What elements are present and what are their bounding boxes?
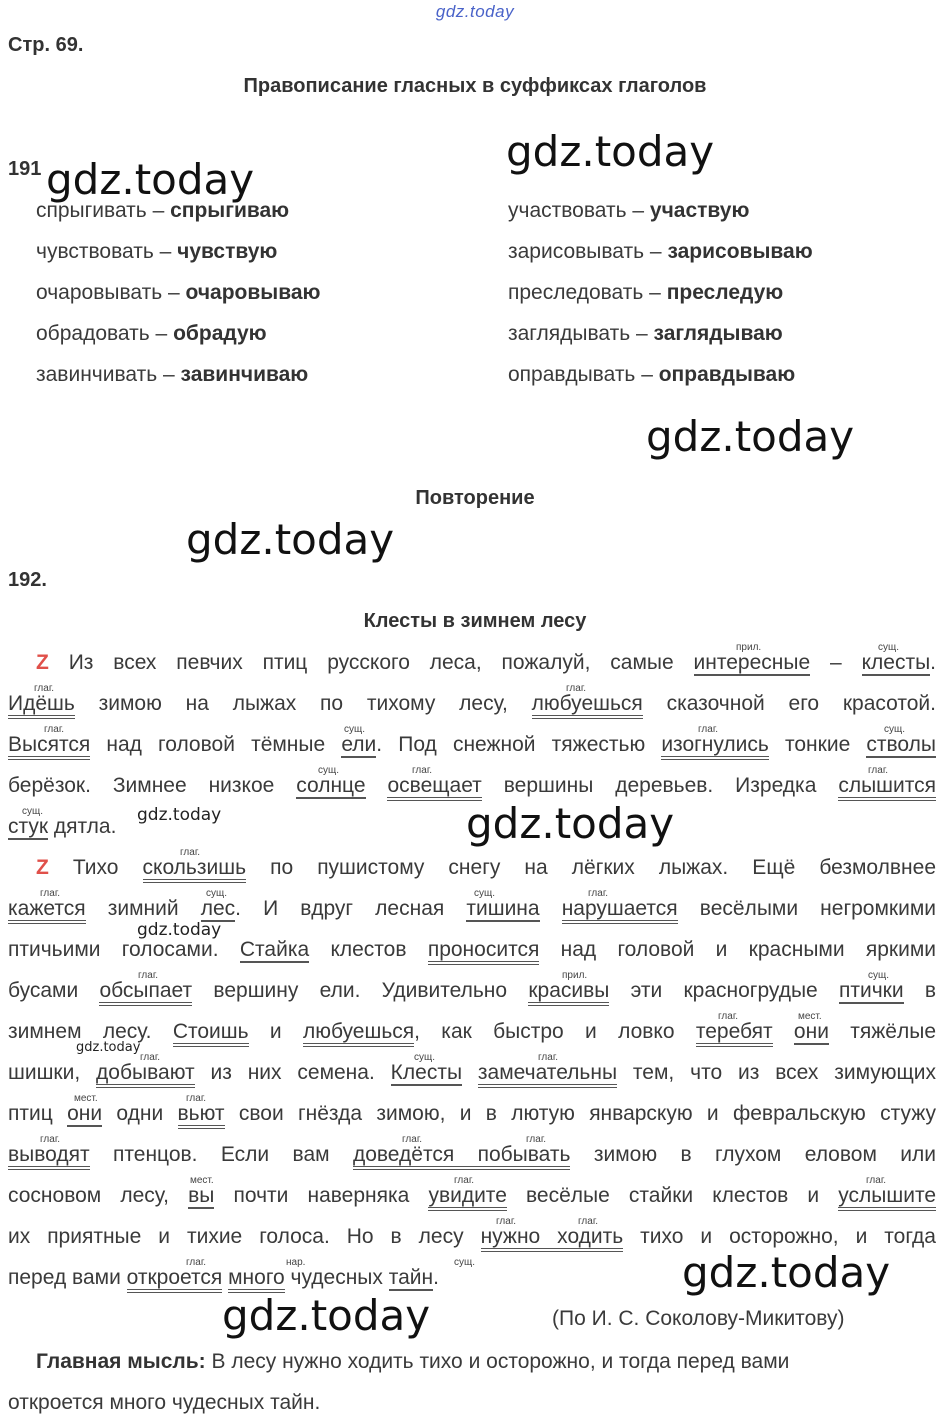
header-watermark: gdz.today bbox=[435, 2, 515, 21]
pos-tag: глаг. bbox=[44, 724, 65, 735]
watermark: gdz.today bbox=[646, 412, 855, 461]
pos-tag: глаг. bbox=[578, 1216, 599, 1227]
pos-tag: сущ. bbox=[344, 724, 366, 735]
pos-tag: глаг. bbox=[588, 888, 609, 899]
text-line: шишки, добывают из них семена. Клесты замечательны тем, что из всех зимующих bbox=[8, 1052, 936, 1093]
pos-tag: глаг. bbox=[866, 1175, 887, 1186]
word-pair: очаровывать – очаровываю bbox=[36, 281, 321, 304]
text-line: зимнем лесу. Стоишь и любуешься, как быстро и ловко теребят они тяжёлые bbox=[8, 1011, 936, 1052]
text-line: кажется зимний лес. И вдруг лесная тишина нарушается весёлыми негромкими bbox=[8, 888, 936, 929]
watermark: gdz.today bbox=[222, 1291, 431, 1340]
pos-tag: глаг. bbox=[698, 724, 719, 735]
pos-tag: глаг. bbox=[138, 970, 159, 981]
watermark: gdz.today bbox=[186, 515, 395, 564]
pos-tag: глаг. bbox=[496, 1216, 517, 1227]
pos-tag: сущ. bbox=[454, 1257, 476, 1268]
pos-tag: сущ. bbox=[868, 970, 890, 981]
text-line: Высятся над головой тёмные ели. Под снежной тяжестью изогнулись тонкие стволы bbox=[8, 724, 936, 765]
watermark: gdz.today bbox=[682, 1248, 891, 1297]
watermark-small: gdz.today bbox=[137, 805, 222, 825]
pos-tag: сущ. bbox=[318, 765, 340, 776]
section-title: Правописание гласных в суффиксах глаголов bbox=[243, 75, 707, 97]
pos-tag: глаг. bbox=[566, 683, 587, 694]
pos-tag: глаг. bbox=[40, 1134, 61, 1145]
word-pair: участвовать – участвую bbox=[508, 199, 750, 222]
watermark: gdz.today bbox=[466, 799, 675, 848]
pos-tag: глаг. bbox=[718, 1011, 739, 1022]
word-pair: чувствовать – чувствую bbox=[36, 240, 278, 263]
word-pair: обрадовать – обрадую bbox=[36, 322, 267, 345]
word-pair: оправдывать – оправдываю bbox=[508, 363, 796, 386]
pos-tag: прил. bbox=[736, 642, 762, 653]
pos-tag: глаг. bbox=[526, 1134, 547, 1145]
text-line: стук дятла. bbox=[8, 815, 117, 838]
pos-tag: сущ. bbox=[878, 642, 900, 653]
word-pair: спрыгивать – спрыгиваю bbox=[36, 199, 290, 222]
pos-tag: глаг. bbox=[454, 1175, 475, 1186]
pos-tag: сущ. bbox=[474, 888, 496, 899]
word-pair: зарисовывать – зарисовываю bbox=[508, 240, 813, 263]
pos-tag: мест. bbox=[74, 1093, 98, 1104]
text-line: бусами обсыпает вершину ели. Удивительно красивы эти красногрудые птички в bbox=[8, 970, 936, 1011]
pos-tag: глаг. bbox=[186, 1257, 207, 1268]
text-line: Z Из всех певчих птиц русского леса, пожалуй, самые интересные – клесты. bbox=[36, 651, 937, 674]
word-pair: завинчивать – завинчиваю bbox=[36, 363, 309, 386]
pos-tag: прил. bbox=[562, 970, 588, 981]
text-line: птиц они одни вьют свои гнёзда зимою, и в лютую январскую и февральскую стужу bbox=[8, 1093, 936, 1134]
pos-tag: сущ. bbox=[22, 806, 44, 817]
text-line: выводят птенцов. Если вам доведётся побывать зимою в глухом еловом или bbox=[8, 1134, 936, 1175]
text-line: Z Тихо скользишь по пушистому снегу на лёгких лыжах. Ещё безмолвнее bbox=[8, 847, 936, 888]
text-line: сосновом лесу, вы почти наверняка увидите весёлые стайки клестов и услышите bbox=[8, 1175, 936, 1216]
pos-tag: глаг. bbox=[868, 765, 889, 776]
pos-tag: глаг. bbox=[34, 683, 55, 694]
word-pair: заглядывать – заглядываю bbox=[508, 322, 783, 345]
watermark: gdz.today bbox=[46, 155, 255, 204]
main-idea-line1: Главная мысль: В лесу нужно ходить тихо и осторожно, и тогда перед вами bbox=[36, 1350, 790, 1373]
pos-tag: сущ. bbox=[206, 888, 228, 899]
pos-tag: глаг. bbox=[140, 1052, 161, 1063]
pos-tag: глаг. bbox=[402, 1134, 423, 1145]
pos-tag: мест. bbox=[798, 1011, 822, 1022]
watermark: gdz.today bbox=[506, 127, 715, 176]
exercise-number-192: 192. bbox=[8, 569, 47, 591]
pos-tag: глаг. bbox=[538, 1052, 559, 1063]
pos-tag: глаг. bbox=[180, 847, 201, 858]
text-title: Клесты в зимнем лесу bbox=[363, 610, 587, 632]
pos-tag: мест. bbox=[190, 1175, 214, 1186]
main-idea-line2: откроется много чудесных тайн. bbox=[8, 1391, 321, 1414]
pos-tag: глаг. bbox=[40, 888, 61, 899]
source-attribution: (По И. С. Соколову-Микитову) bbox=[552, 1307, 845, 1330]
pos-tag: сущ. bbox=[884, 724, 906, 735]
page-reference: Стр. 69. bbox=[8, 34, 84, 56]
pos-tag: сущ. bbox=[414, 1052, 436, 1063]
watermark-small: gdz.today bbox=[76, 1040, 141, 1055]
pos-tag: глаг. bbox=[186, 1093, 207, 1104]
text-line: их приятные и тихие голоса. Но в лесу нужно ходить тихо и осторожно, и тогда bbox=[8, 1216, 936, 1257]
pos-tag: нар. bbox=[286, 1257, 306, 1268]
text-line: перед вами откроется много чудесных тайн. bbox=[8, 1257, 936, 1298]
text-line: Идёшь зимою на лыжах по тихому лесу, любуешься сказочной его красотой. bbox=[8, 683, 936, 724]
word-pair: преследовать – преследую bbox=[508, 281, 784, 304]
text-line: птичьими голосами. Стайка клестов проносится над головой и красными яркими bbox=[8, 929, 936, 970]
watermark-small: gdz.today bbox=[137, 920, 222, 940]
exercise-number-191: 191 bbox=[8, 158, 42, 180]
section-title-review: Повторение bbox=[415, 487, 535, 509]
pos-tag: глаг. bbox=[412, 765, 433, 776]
text-line: берёзок. Зимнее низкое солнце освещает вершины деревьев. Изредка слышится bbox=[8, 765, 936, 806]
